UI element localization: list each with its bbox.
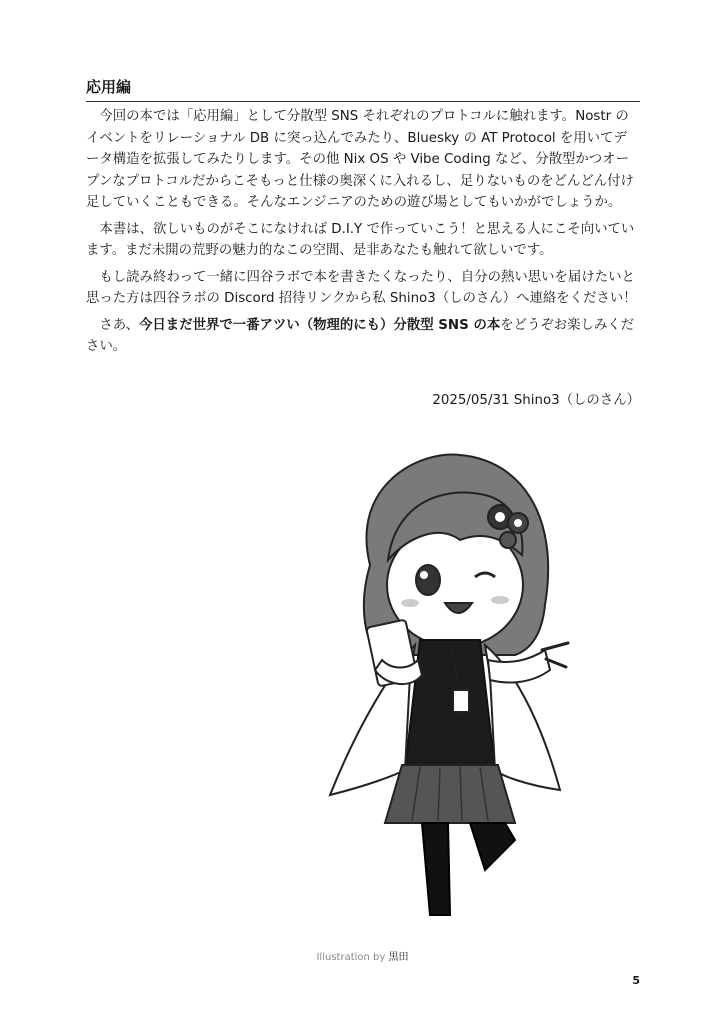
paragraph-1 [86, 106, 640, 214]
illustration-credit [0, 948, 725, 963]
credit-prefix: Illustration by [316, 952, 386, 963]
character-illustration [310, 445, 570, 925]
credit-author: 黒田 [388, 952, 409, 963]
paragraph-4-bold-text: 今日まだ世界で一番アツい（物理的にも）分散型 SNS の本 [139, 317, 501, 333]
paragraph-3 [86, 267, 640, 310]
paragraph-4-text-b: をどうぞお楽しみください。 [86, 317, 635, 354]
paragraph-1-text: 今回の本では「応用編」として分散型 SNS それぞれのプロトコルに触れます。Nostr のイベントをリレーショナル DB に突っ込んでみたり、Bluesky の AT Protocol を用いてデータ構造を拡張してみたりします。その他 Nix OS や Vibe Coding など、分散型かつオープンなプロトコルだからこそもっと仕様の奥深くに入れるし、足りないものをどんどん付け足していくこともできる。そんなエンジニアのための遊び場としてもいかがでしょうか。 [86, 109, 634, 210]
paragraph-4 [86, 315, 640, 358]
section-heading: 応用編 [86, 76, 640, 102]
paragraph-2 [86, 219, 640, 262]
page-number: 5 [632, 974, 640, 987]
paragraph-4-text-a: さあ、 [99, 317, 140, 333]
signature: 2025/05/31 Shino3（しのさん） [432, 393, 640, 408]
body-text [86, 106, 640, 363]
paragraph-2-text: 本書は、欲しいものがそこになければ D.I.Y で作っていこう！と思える人にこそ向いています。まだ未開の荒野の魅力的なこの空間、是非あなたも触れて欲しいです。 [86, 221, 635, 258]
paragraph-3-text: もし読み終わって一緒に四谷ラボで本を書きたくなったり、自分の熱い思いを届けたいと思った方は四谷ラボの Discord 招待リンクから私 Shino3（しのさん）へ連絡をください！ [86, 269, 637, 306]
